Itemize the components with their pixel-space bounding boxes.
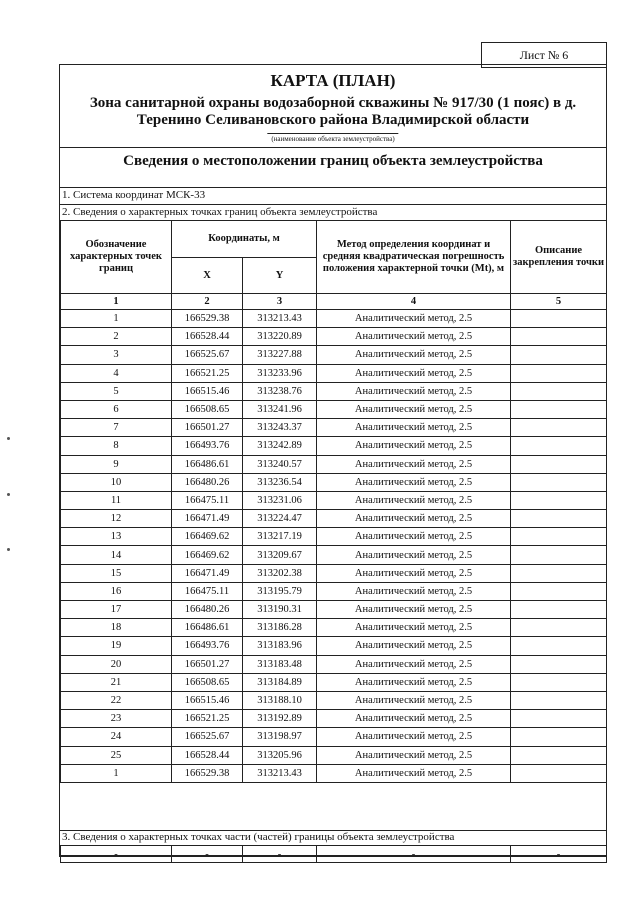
object-subtitle: Зона санитарной охраны водозаборной скважины № 917/30 (1 пояс) в д. Теренино Селивановского района Владимирской области	[89, 95, 577, 128]
cell-method: Аналитический метод, 2.5	[317, 546, 511, 564]
cell-y: 313192.89	[243, 710, 317, 728]
table-row	[61, 564, 607, 582]
cell-method: Аналитический метод, 2.5	[317, 582, 511, 600]
cell-n: 9	[61, 455, 172, 473]
cell-y: 313209.67	[243, 546, 317, 564]
cell-method: Аналитический метод, 2.5	[317, 491, 511, 509]
table-row	[61, 328, 607, 346]
cell-method: Аналитический метод, 2.5	[317, 346, 511, 364]
cell-desc	[511, 619, 607, 637]
cell-x: 166508.65	[172, 673, 243, 691]
cell-y: 313243.37	[243, 419, 317, 437]
table-row	[61, 473, 607, 491]
cell-y: 313213.43	[243, 310, 317, 328]
cell-desc	[511, 637, 607, 655]
table-row	[61, 455, 607, 473]
cell-n: 25	[61, 746, 172, 764]
cell-n: 20	[61, 655, 172, 673]
object-name-hint: (наименование объекта землеустройства)	[267, 133, 398, 144]
cell-x: 166480.26	[172, 473, 243, 491]
cell-desc	[511, 691, 607, 709]
parts-cell: -	[172, 846, 243, 863]
table-row	[61, 582, 607, 600]
cell-y: 313183.48	[243, 655, 317, 673]
cell-n: 13	[61, 528, 172, 546]
cell-x: 166515.46	[172, 691, 243, 709]
parts-table	[60, 845, 607, 863]
table-row	[61, 419, 607, 437]
document-frame	[59, 64, 607, 860]
parts-cell: -	[511, 846, 607, 863]
table-row	[61, 364, 607, 382]
cell-y: 313227.88	[243, 346, 317, 364]
cell-desc	[511, 400, 607, 418]
section-title: Сведения о местоположении границ объекта землеустройства	[123, 153, 543, 169]
cell-desc	[511, 764, 607, 782]
cell-x: 166525.67	[172, 346, 243, 364]
table-row	[61, 710, 607, 728]
cell-n: 18	[61, 619, 172, 637]
page-title: КАРТА (ПЛАН)	[270, 71, 396, 90]
table-row	[61, 619, 607, 637]
table-row	[61, 382, 607, 400]
cell-method: Аналитический метод, 2.5	[317, 655, 511, 673]
cell-method: Аналитический метод, 2.5	[317, 510, 511, 528]
divider	[60, 187, 606, 188]
points-heading: 2. Сведения о характерных точках границ объекта землеустройства	[62, 206, 378, 218]
cell-desc	[511, 473, 607, 491]
cell-method: Аналитический метод, 2.5	[317, 746, 511, 764]
cell-desc	[511, 437, 607, 455]
cell-y: 313240.57	[243, 455, 317, 473]
column-number: 2	[172, 294, 243, 310]
cell-y: 313220.89	[243, 328, 317, 346]
table-row	[61, 601, 607, 619]
cell-x: 166480.26	[172, 601, 243, 619]
cell-x: 166501.27	[172, 655, 243, 673]
cell-y: 313195.79	[243, 582, 317, 600]
cell-y: 313213.43	[243, 764, 317, 782]
cell-y: 313190.31	[243, 601, 317, 619]
table-row	[61, 637, 607, 655]
cell-n: 19	[61, 637, 172, 655]
cell-n: 4	[61, 364, 172, 382]
cell-n: 7	[61, 419, 172, 437]
cell-x: 166471.49	[172, 564, 243, 582]
cell-y: 313198.97	[243, 728, 317, 746]
margin-dot	[7, 437, 10, 440]
table-row	[61, 528, 607, 546]
cell-n: 17	[61, 601, 172, 619]
cell-x: 166493.76	[172, 637, 243, 655]
cell-desc	[511, 746, 607, 764]
cell-n: 23	[61, 710, 172, 728]
cell-method: Аналитический метод, 2.5	[317, 328, 511, 346]
cell-x: 166529.38	[172, 310, 243, 328]
cell-y: 313241.96	[243, 400, 317, 418]
cell-x: 166486.61	[172, 619, 243, 637]
cell-x: 166521.25	[172, 710, 243, 728]
cell-method: Аналитический метод, 2.5	[317, 419, 511, 437]
cell-method: Аналитический метод, 2.5	[317, 764, 511, 782]
points-table	[60, 220, 607, 783]
table-row	[61, 673, 607, 691]
header-x: X	[172, 258, 243, 294]
cell-n: 24	[61, 728, 172, 746]
column-number: 1	[61, 294, 172, 310]
cell-y: 313217.19	[243, 528, 317, 546]
cell-x: 166508.65	[172, 400, 243, 418]
cell-y: 313184.89	[243, 673, 317, 691]
cell-n: 1	[61, 310, 172, 328]
cell-n: 5	[61, 382, 172, 400]
cell-x: 166528.44	[172, 746, 243, 764]
cell-x: 166515.46	[172, 382, 243, 400]
cell-method: Аналитический метод, 2.5	[317, 364, 511, 382]
cell-method: Аналитический метод, 2.5	[317, 400, 511, 418]
table-row	[61, 546, 607, 564]
cell-n: 22	[61, 691, 172, 709]
parts-heading: 3. Сведения о характерных точках части (частей) границы объекта землеустройства	[62, 831, 455, 843]
cell-n: 12	[61, 510, 172, 528]
cell-n: 16	[61, 582, 172, 600]
cell-method: Аналитический метод, 2.5	[317, 691, 511, 709]
cell-n: 8	[61, 437, 172, 455]
table-row	[61, 400, 607, 418]
cell-desc	[511, 491, 607, 509]
header-designation: Обозначение характерных точек границ	[61, 221, 172, 294]
cell-desc	[511, 419, 607, 437]
cell-x: 166493.76	[172, 437, 243, 455]
table-row	[61, 746, 607, 764]
cell-n: 14	[61, 546, 172, 564]
cell-n: 6	[61, 400, 172, 418]
cell-y: 313231.06	[243, 491, 317, 509]
cell-y: 313186.28	[243, 619, 317, 637]
table-row	[61, 655, 607, 673]
cell-y: 313242.89	[243, 437, 317, 455]
cell-x: 166475.11	[172, 582, 243, 600]
cell-desc	[511, 382, 607, 400]
margin-dot	[7, 548, 10, 551]
cell-method: Аналитический метод, 2.5	[317, 601, 511, 619]
table-row	[61, 346, 607, 364]
cell-desc	[511, 310, 607, 328]
header-y: Y	[243, 258, 317, 294]
cell-desc	[511, 601, 607, 619]
cell-desc	[511, 728, 607, 746]
coordinate-system: 1. Система координат МСК-33	[62, 189, 206, 201]
cell-method: Аналитический метод, 2.5	[317, 455, 511, 473]
parts-cell: -	[317, 846, 511, 863]
cell-n: 21	[61, 673, 172, 691]
cell-method: Аналитический метод, 2.5	[317, 564, 511, 582]
cell-method: Аналитический метод, 2.5	[317, 637, 511, 655]
cell-n: 10	[61, 473, 172, 491]
cell-n: 15	[61, 564, 172, 582]
cell-y: 313188.10	[243, 691, 317, 709]
cell-y: 313202.38	[243, 564, 317, 582]
cell-x: 166469.62	[172, 528, 243, 546]
table-row	[61, 691, 607, 709]
column-number: 4	[317, 294, 511, 310]
cell-n: 3	[61, 346, 172, 364]
cell-y: 313205.96	[243, 746, 317, 764]
cell-x: 166521.25	[172, 364, 243, 382]
cell-desc	[511, 673, 607, 691]
table-row	[61, 728, 607, 746]
header-method: Метод определения координат и средняя квадратическая погрешность положения характерной точки (Mt), м	[317, 221, 511, 294]
cell-desc	[511, 546, 607, 564]
cell-n: 2	[61, 328, 172, 346]
parts-cell: -	[61, 846, 172, 863]
cell-method: Аналитический метод, 2.5	[317, 528, 511, 546]
cell-desc	[511, 328, 607, 346]
table-row	[61, 310, 607, 328]
cell-y: 313233.96	[243, 364, 317, 382]
cell-desc	[511, 655, 607, 673]
table-row	[61, 491, 607, 509]
cell-desc	[511, 510, 607, 528]
column-number: 5	[511, 294, 607, 310]
table-row	[61, 437, 607, 455]
cell-x: 166529.38	[172, 764, 243, 782]
cell-desc	[511, 564, 607, 582]
margin-dot	[7, 493, 10, 496]
cell-x: 166471.49	[172, 510, 243, 528]
sheet-number: Лист № 6	[481, 42, 607, 68]
cell-method: Аналитический метод, 2.5	[317, 619, 511, 637]
cell-desc	[511, 710, 607, 728]
cell-y: 313238.76	[243, 382, 317, 400]
header-coordinates: Координаты, м	[172, 221, 317, 258]
divider	[60, 204, 606, 205]
cell-method: Аналитический метод, 2.5	[317, 473, 511, 491]
cell-n: 1	[61, 764, 172, 782]
cell-y: 313224.47	[243, 510, 317, 528]
cell-x: 166475.11	[172, 491, 243, 509]
cell-method: Аналитический метод, 2.5	[317, 673, 511, 691]
cell-n: 11	[61, 491, 172, 509]
cell-method: Аналитический метод, 2.5	[317, 728, 511, 746]
column-number: 3	[243, 294, 317, 310]
cell-y: 313183.96	[243, 637, 317, 655]
cell-x: 166501.27	[172, 419, 243, 437]
cell-method: Аналитический метод, 2.5	[317, 310, 511, 328]
cell-y: 313236.54	[243, 473, 317, 491]
cell-method: Аналитический метод, 2.5	[317, 382, 511, 400]
points-table-body	[61, 310, 607, 783]
parts-cell: -	[243, 846, 317, 863]
cell-desc	[511, 346, 607, 364]
cell-method: Аналитический метод, 2.5	[317, 437, 511, 455]
cell-desc	[511, 455, 607, 473]
cell-x: 166525.67	[172, 728, 243, 746]
cell-desc	[511, 364, 607, 382]
cell-x: 166486.61	[172, 455, 243, 473]
divider	[60, 147, 606, 148]
cell-x: 166469.62	[172, 546, 243, 564]
cell-x: 166528.44	[172, 328, 243, 346]
cell-method: Аналитический метод, 2.5	[317, 710, 511, 728]
cell-desc	[511, 528, 607, 546]
table-row	[61, 764, 607, 782]
table-row	[61, 510, 607, 528]
header-description: Описание закрепления точки	[511, 221, 607, 294]
cell-desc	[511, 582, 607, 600]
